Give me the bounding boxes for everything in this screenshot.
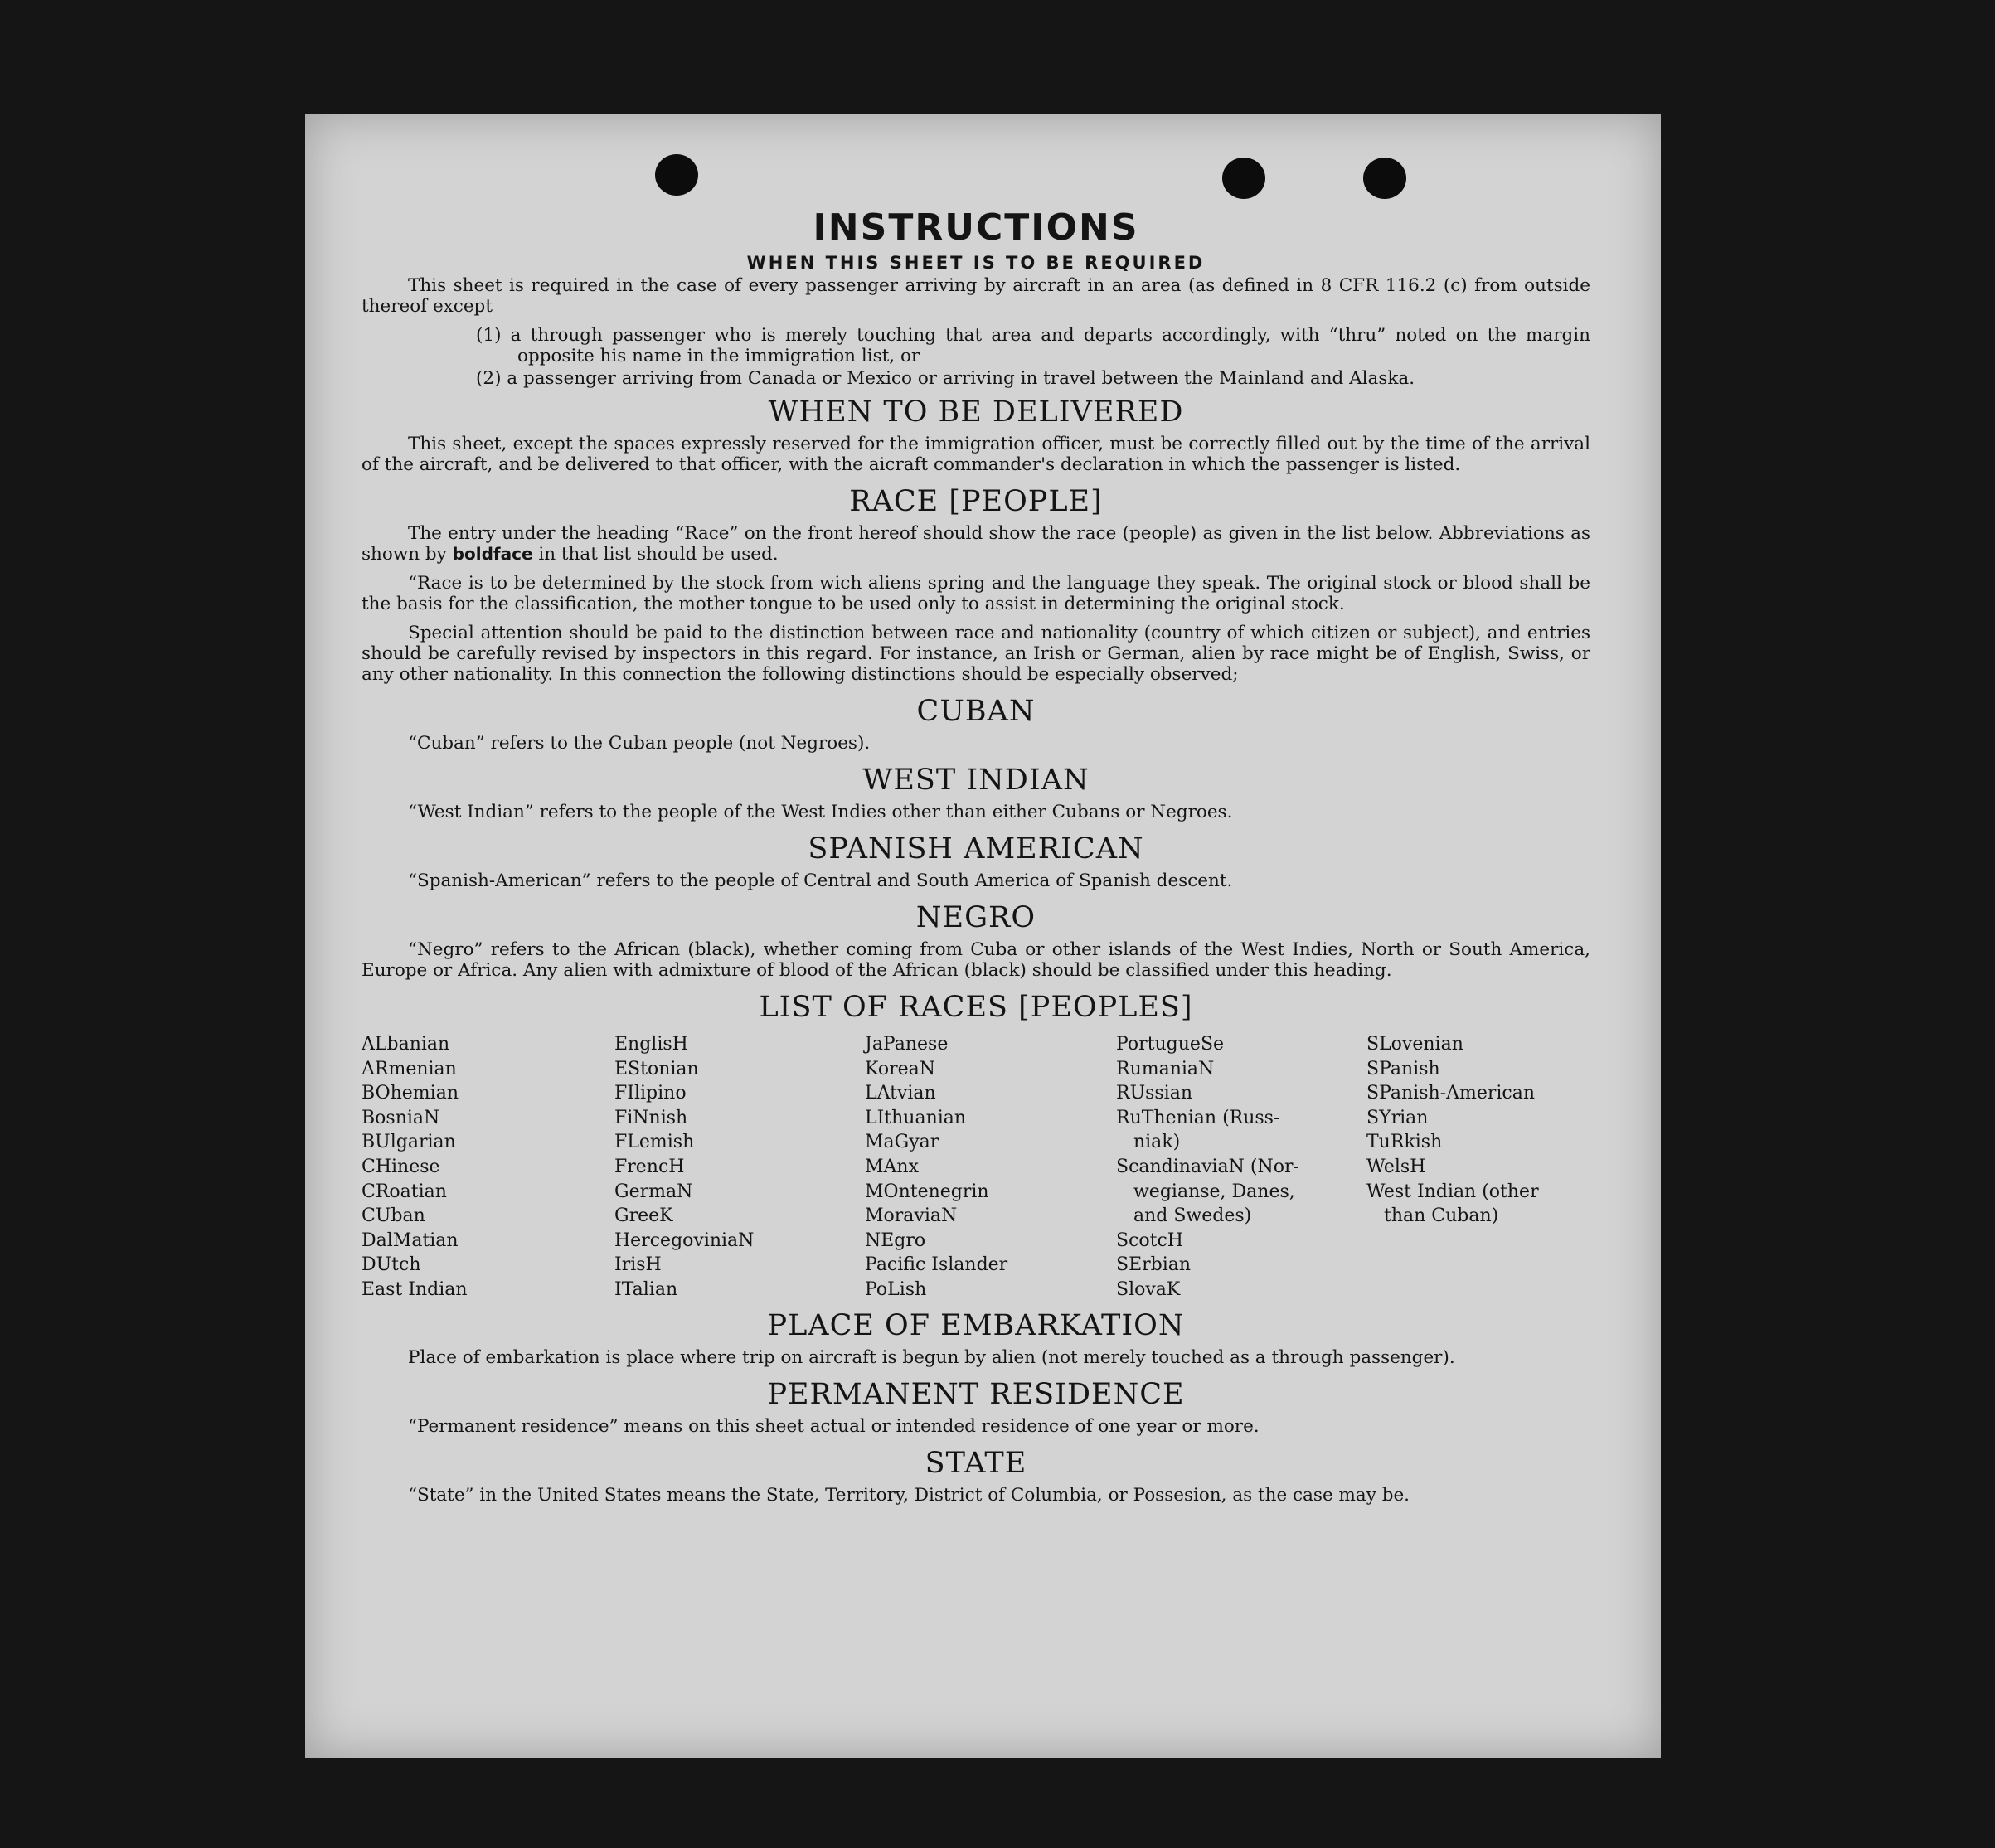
race-paragraph-3: Special attention should be paid to the distinction between race and nationality (country of which citizen or subject), and entries should be carefully revised by inspectors in this regard. For instance, an Irish or German, alien by race might be of English, Swiss, or any other nationality. In this connection the following distinctions should be especially observed; [362,623,1590,685]
embarkation-heading: PLACE OF EMBARKATION [767,1308,1185,1342]
race-item: DalMatian [362,1230,459,1251]
race-item: JaPanese [865,1034,949,1055]
race-item: RuThenian (Russ- [1116,1107,1280,1128]
race-item: MAnx [865,1156,919,1177]
race-item: BosniaN [362,1107,440,1128]
race-item: WelsH [1366,1156,1426,1177]
race-item: PortugueSe [1116,1034,1225,1055]
race-p1-before: The entry under the heading “Race” on the front hereof should show the race (people) as given in the list below. Abbreviations as shown by [362,523,1590,565]
exception-1: (1) a through passenger who is merely touching that area and departs accordingly, with “thru” noted on the margin opposite his name in the immigration list, or [476,325,1590,366]
races-column-1 [362,1032,614,1302]
race-item: MoraviaN [865,1205,958,1227]
race-item: GermaN [614,1181,693,1202]
race-p1-after: in that list should be used. [532,544,779,565]
race-item: FiNnish [614,1107,688,1128]
race-item: TuRkish [1366,1132,1443,1153]
race-item: SLovenian [1366,1034,1463,1055]
race-item: MOntenegrin [865,1181,989,1202]
race-item: ALbanian [362,1034,450,1055]
race-item: ScandinaviaN (Nor- [1116,1156,1299,1177]
when-delivered-heading: WHEN TO BE DELIVERED [768,395,1184,429]
punch-hole [655,154,698,196]
race-item: FIlipino [614,1083,687,1104]
race-item: and Swedes) [1116,1205,1252,1227]
residence-heading: PERMANENT RESIDENCE [767,1377,1185,1411]
negro-heading: NEGRO [915,901,1036,934]
race-item: EStonian [614,1058,699,1079]
race-item: RUssian [1116,1083,1193,1104]
race-item: SPanish-American [1366,1083,1536,1104]
race-item: than Cuban) [1366,1205,1499,1227]
race-item: ITalian [614,1278,678,1300]
cuban-text: “Cuban” refers to the Cuban people (not Negroes). [408,733,871,754]
race-item: RumaniaN [1116,1058,1215,1079]
race-item: East Indian [362,1278,468,1300]
race-item: LAtvian [865,1083,936,1104]
race-paragraph-1 [362,523,1590,565]
race-p1-bold: boldface [452,544,533,564]
race-item: GreeK [614,1205,673,1227]
race-item: CRoatian [362,1181,447,1202]
race-item: SPanish [1366,1058,1440,1079]
when-required-text: This sheet is required in the case of every passenger arriving by aircraft in an area (as defined in 8 CFR 116.2 (c) from outside thereof except [362,275,1590,317]
punch-hole [1363,158,1406,199]
when-required-heading: WHEN THIS SHEET IS TO BE REQUIRED [746,253,1206,273]
west-indian-heading: WEST INDIAN [862,764,1090,797]
race-item: ARmenian [362,1058,457,1079]
race-item: FrencH [614,1156,685,1177]
race-item: MaGyar [865,1132,939,1153]
state-heading: STATE [925,1446,1027,1480]
race-item: LIthuanian [865,1107,967,1128]
race-item: NEgro [865,1230,926,1251]
race-item: IrisH [614,1254,662,1276]
race-item: KoreaN [865,1058,935,1079]
race-heading: RACE [PEOPLE] [849,485,1103,518]
races-column-2 [614,1032,865,1302]
race-item: West Indian (other [1366,1181,1539,1202]
spanish-american-heading: SPANISH AMERICAN [808,832,1144,866]
instructions-content [362,206,1590,1514]
race-item: CUban [362,1205,425,1227]
document-page [305,114,1661,1758]
embarkation-text: Place of embarkation is place where trip on aircraft is begun by alien (not merely touched as a through passenger). [408,1346,1455,1368]
race-item: SYrian [1366,1107,1429,1128]
races-column-3 [865,1032,1116,1302]
race-item: PoLish [865,1278,927,1300]
race-item: SlovaK [1116,1278,1181,1300]
race-item: HercegoviniaN [614,1230,755,1251]
when-delivered-text: This sheet, except the spaces expressly reserved for the immigration officer, must be correctly filled out by the time of the arrival of the aircraft, and be delivered to that officer, with the aicraft commander's declaration in which the passenger is listed. [362,434,1590,475]
race-item: CHinese [362,1156,440,1177]
list-of-races-heading: LIST OF RACES [PEOPLES] [759,991,1193,1024]
west-indian-text: “West Indian” refers to the people of the West Indies other than either Cubans or Negroes. [408,802,1233,822]
cuban-heading: CUBAN [916,695,1036,728]
race-item: BOhemian [362,1083,459,1104]
race-item: EnglisH [614,1034,688,1055]
races-column-4 [1116,1032,1366,1302]
races-list [362,1032,1590,1302]
race-item: wegianse, Danes, [1116,1181,1295,1202]
punch-hole [1222,158,1265,199]
exception-2: (2) a passenger arriving from Canada or Mexico or arriving in travel between the Mainland and Alaska. [476,368,1415,389]
residence-text: “Permanent residence” means on this sheet actual or intended residence of one year or more. [408,1415,1260,1437]
race-item: ScotcH [1116,1230,1183,1251]
race-item: DUtch [362,1254,421,1276]
state-text: “State” in the United States means the State, Territory, District of Columbia, or Possesion, as the case may be. [408,1484,1410,1506]
race-item: BUlgarian [362,1132,456,1153]
race-item: FLemish [614,1132,695,1153]
race-item: SErbian [1116,1254,1192,1276]
race-item: Pacific Islander [865,1254,1008,1276]
race-paragraph-2: “Race is to be determined by the stock from wich aliens spring and the language they speak. The original stock or blood shall be the basis for the classification, the mother tongue to be used only to assist in determining the original stock. [362,573,1590,614]
races-column-5 [1366,1032,1590,1302]
negro-text: “Negro” refers to the African (black), whether coming from Cuba or other islands of the West Indies, North or South America, Europe or Africa. Any alien with admixture of blood of the African (black) should be classified under this heading. [362,939,1590,981]
spanish-american-text: “Spanish-American” refers to the people of Central and South America of Spanish descent. [408,871,1233,891]
instructions-title: INSTRUCTIONS [813,206,1139,249]
race-item: niak) [1116,1132,1181,1153]
